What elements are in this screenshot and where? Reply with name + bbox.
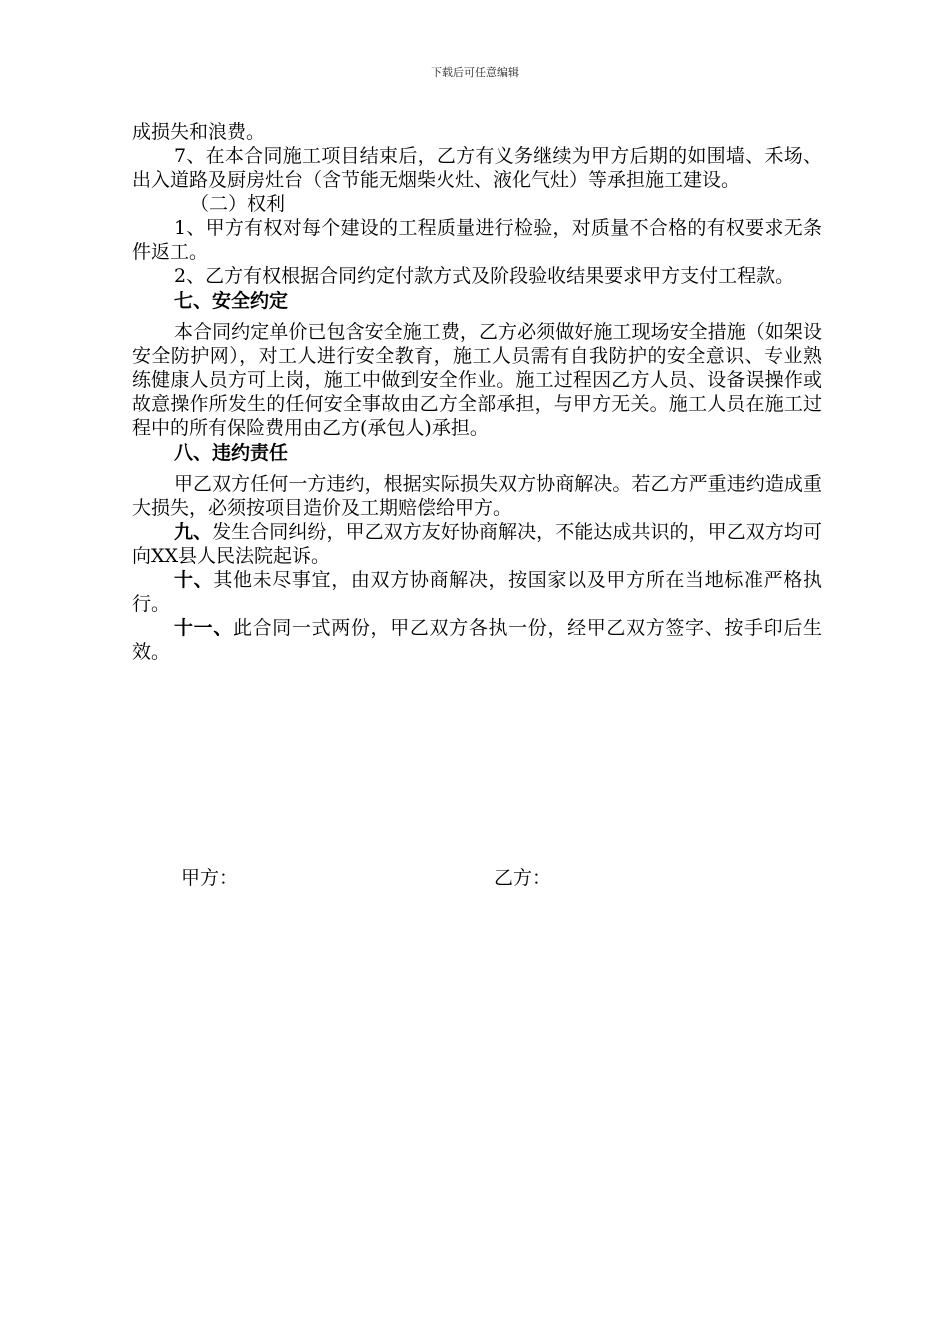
paragraph-continuation: 成损失和浪费。 bbox=[132, 121, 266, 143]
paragraph-right-2: 2、乙方有权根据合同约定付款方式及阶段验收结果要求甲方支付工程款。 bbox=[174, 265, 795, 287]
paragraph-right-1: 1、甲方有权对每个建设的工程质量进行检验，对质量不合格的有权要求无条件返工。 bbox=[132, 217, 822, 263]
party-a-signature-label: 甲方： bbox=[181, 867, 239, 889]
paragraph-copies bbox=[132, 616, 822, 664]
section-heading-safety: 七、安全约定 bbox=[174, 290, 289, 312]
paragraph-other bbox=[132, 568, 822, 616]
document-body bbox=[132, 120, 822, 664]
paragraph-dispute bbox=[132, 520, 822, 568]
section-number-10: 十、 bbox=[174, 569, 214, 591]
signature-block bbox=[0, 866, 950, 896]
page-header: 下载后可任意编辑 bbox=[431, 66, 519, 79]
party-b-signature-label: 乙方： bbox=[494, 867, 552, 889]
dispute-text: 发生合同纠纷，甲乙双方友好协商解决，不能达成共识的，甲乙双方均可向XX县人民法院起诉。 bbox=[132, 521, 822, 567]
other-text: 其他未尽事宜，由双方协商解决，按国家以及甲方所在当地标准严格执行。 bbox=[132, 569, 822, 615]
paragraph-item-7: 7、在本合同施工项目结束后，乙方有义务继续为甲方后期的如围墙、禾场、出入道路及厨房灶台（含节能无烟柴火灶、液化气灶）等承担施工建设。 bbox=[132, 145, 822, 191]
paragraph-safety: 本合同约定单价已包含安全施工费，乙方必须做好施工现场安全措施（如架设安全防护网），对工人进行安全教育，施工人员需有自我防护的安全意识、专业熟练健康人员方可上岗，施工中做到安全作业。施工过程因乙方人员、设备误操作或故意操作所发生的任何安全事故由乙方全部承担，与甲方无关。施工人员在施工过程中的所有保险费用由乙方(承包人)承担。 bbox=[132, 321, 822, 439]
section-heading-breach: 八、违约责任 bbox=[174, 442, 289, 464]
subsection-heading-rights: （二）权利 bbox=[190, 193, 286, 215]
paragraph-breach: 甲乙双方任何一方违约，根据实际损失双方协商解决。若乙方严重违约造成重大损失，必须按项目造价及工期赔偿给甲方。 bbox=[132, 473, 822, 519]
copies-text: 此合同一式两份，甲乙双方各执一份，经甲乙双方签字、按手印后生效。 bbox=[132, 617, 822, 663]
section-number-11: 十一、 bbox=[174, 617, 233, 639]
section-number-9: 九、 bbox=[174, 521, 213, 543]
